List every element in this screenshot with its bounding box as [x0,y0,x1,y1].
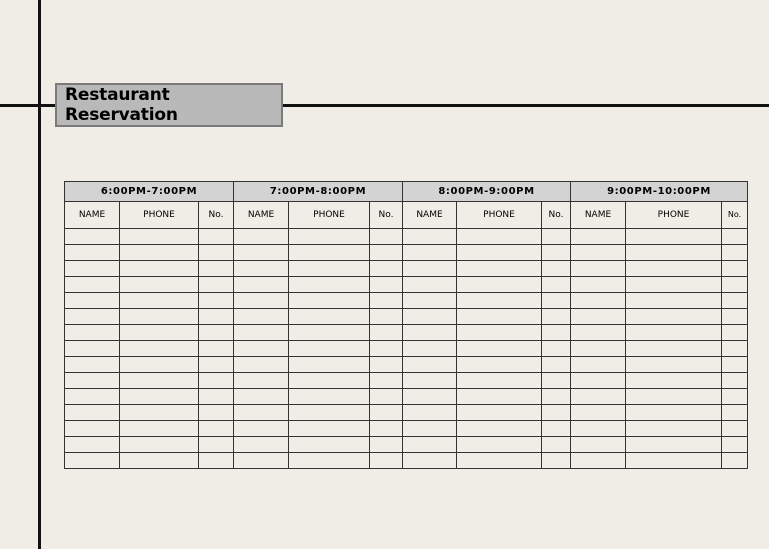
table-cell[interactable] [571,437,626,453]
table-cell[interactable] [65,389,120,405]
table-row [65,421,748,437]
table-cell[interactable] [199,293,234,309]
table-cell[interactable] [457,437,542,453]
table-cell[interactable] [626,245,722,261]
table-cell[interactable] [571,357,626,373]
table-row [65,373,748,389]
time-slot-header: 7:00PM-8:00PM [234,182,403,202]
table-cell[interactable] [289,309,370,325]
table-cell[interactable] [370,341,403,357]
table-cell[interactable] [65,357,120,373]
column-header-phone: PHONE [457,202,542,229]
table-cell[interactable] [722,437,748,453]
table-cell[interactable] [571,309,626,325]
table-cell[interactable] [199,261,234,277]
table-cell[interactable] [120,261,199,277]
column-header-phone: PHONE [289,202,370,229]
table-cell[interactable] [370,277,403,293]
column-header-phone: PHONE [626,202,722,229]
table-row [65,277,748,293]
table-cell[interactable] [457,261,542,277]
table-cell[interactable] [403,229,457,245]
table-cell[interactable] [120,341,199,357]
table-cell[interactable] [542,389,571,405]
table-cell[interactable] [457,325,542,341]
table-cell[interactable] [457,277,542,293]
table-cell[interactable] [289,245,370,261]
table-cell[interactable] [120,229,199,245]
table-cell[interactable] [199,245,234,261]
table-cell[interactable] [199,229,234,245]
table-cell[interactable] [370,373,403,389]
table-row [65,293,748,309]
table-cell[interactable] [370,261,403,277]
table-cell[interactable] [65,245,120,261]
table-cell[interactable] [457,309,542,325]
table-cell[interactable] [722,421,748,437]
table-cell[interactable] [234,357,289,373]
table-row [65,229,748,245]
table-cell[interactable] [722,261,748,277]
table-cell[interactable] [370,325,403,341]
table-row [65,437,748,453]
table-cell[interactable] [199,389,234,405]
table-cell[interactable] [65,405,120,421]
table-cell[interactable] [234,325,289,341]
table-cell[interactable] [65,373,120,389]
table-cell[interactable] [722,453,748,469]
table-cell[interactable] [234,389,289,405]
column-header-number: No. [199,202,234,229]
table-cell[interactable] [457,293,542,309]
table-cell[interactable] [120,389,199,405]
table-cell[interactable] [457,405,542,421]
table-cell[interactable] [542,325,571,341]
table-cell[interactable] [626,309,722,325]
table-cell[interactable] [403,421,457,437]
column-header-number: No. [542,202,571,229]
table-cell[interactable] [542,229,571,245]
table-cell[interactable] [626,261,722,277]
table-cell[interactable] [199,421,234,437]
table-cell[interactable] [65,437,120,453]
table-cell[interactable] [542,261,571,277]
table-cell[interactable] [289,277,370,293]
table-cell[interactable] [403,373,457,389]
table-cell[interactable] [120,293,199,309]
table-cell[interactable] [571,389,626,405]
table-cell[interactable] [403,261,457,277]
table-cell[interactable] [722,309,748,325]
table-cell[interactable] [571,405,626,421]
table-cell[interactable] [234,405,289,421]
table-cell[interactable] [457,389,542,405]
table-cell[interactable] [120,309,199,325]
table-cell[interactable] [626,293,722,309]
table-cell[interactable] [65,229,120,245]
table-cell[interactable] [722,245,748,261]
table-cell[interactable] [234,277,289,293]
table-cell[interactable] [403,437,457,453]
table-cell[interactable] [199,405,234,421]
table-cell[interactable] [199,325,234,341]
table-cell[interactable] [403,325,457,341]
table-cell[interactable] [65,309,120,325]
table-cell[interactable] [120,277,199,293]
table-cell[interactable] [65,453,120,469]
table-row [65,389,748,405]
table-cell[interactable] [289,453,370,469]
table-cell[interactable] [120,373,199,389]
table-cell[interactable] [289,357,370,373]
column-header-number: No. [370,202,403,229]
table-cell[interactable] [722,341,748,357]
table-cell[interactable] [722,325,748,341]
table-cell[interactable] [65,325,120,341]
table-cell[interactable] [542,245,571,261]
reservation-table [64,181,748,469]
table-cell[interactable] [403,453,457,469]
reservation-rows [65,229,748,469]
table-cell[interactable] [289,405,370,421]
table-cell[interactable] [199,341,234,357]
table-cell[interactable] [626,405,722,421]
table-cell[interactable] [457,357,542,373]
table-cell[interactable] [289,341,370,357]
table-cell[interactable] [234,261,289,277]
table-row [65,309,748,325]
table-cell[interactable] [199,309,234,325]
table-cell[interactable] [403,309,457,325]
table-cell[interactable] [234,293,289,309]
table-cell[interactable] [571,373,626,389]
page-title: Restaurant Reservation [65,85,178,125]
table-cell[interactable] [542,293,571,309]
table-cell[interactable] [65,261,120,277]
table-row [65,341,748,357]
table-cell[interactable] [234,309,289,325]
table-cell[interactable] [626,453,722,469]
table-cell[interactable] [403,357,457,373]
table-row [65,325,748,341]
table-cell[interactable] [234,373,289,389]
table-cell[interactable] [571,293,626,309]
table-cell[interactable] [65,293,120,309]
time-slot-header-row [65,182,748,202]
table-cell[interactable] [234,245,289,261]
column-header-name: NAME [65,202,120,229]
column-header-name: NAME [234,202,289,229]
table-cell[interactable] [403,405,457,421]
table-row [65,405,748,421]
table-cell[interactable] [234,421,289,437]
table-cell[interactable] [289,373,370,389]
table-cell[interactable] [370,229,403,245]
table-cell[interactable] [289,325,370,341]
table-cell[interactable] [722,389,748,405]
column-header-number: No. [722,202,748,229]
table-cell[interactable] [120,357,199,373]
table-cell[interactable] [65,421,120,437]
table-cell[interactable] [626,389,722,405]
table-cell[interactable] [542,405,571,421]
vertical-rule [38,0,41,549]
table-cell[interactable] [289,389,370,405]
table-cell[interactable] [234,229,289,245]
table-cell[interactable] [626,325,722,341]
table-cell[interactable] [542,421,571,437]
table-cell[interactable] [626,421,722,437]
table-cell[interactable] [199,437,234,453]
table-cell[interactable] [457,341,542,357]
column-header-name: NAME [403,202,457,229]
table-cell[interactable] [571,325,626,341]
table-cell[interactable] [542,453,571,469]
table-cell[interactable] [571,245,626,261]
table-cell[interactable] [722,357,748,373]
table-cell[interactable] [370,405,403,421]
table-cell[interactable] [289,261,370,277]
table-cell[interactable] [65,277,120,293]
table-cell[interactable] [722,229,748,245]
table-cell[interactable] [403,277,457,293]
table-cell[interactable] [120,325,199,341]
table-cell[interactable] [120,405,199,421]
table-cell[interactable] [571,341,626,357]
table-cell[interactable] [457,373,542,389]
table-cell[interactable] [289,293,370,309]
column-header-row [65,202,748,229]
table-cell[interactable] [626,373,722,389]
table-cell[interactable] [542,277,571,293]
table-cell[interactable] [370,389,403,405]
table-cell[interactable] [234,437,289,453]
table-cell[interactable] [626,437,722,453]
table-cell[interactable] [722,277,748,293]
table-cell[interactable] [120,453,199,469]
table-cell[interactable] [542,341,571,357]
time-slot-header: 6:00PM-7:00PM [65,182,234,202]
table-cell[interactable] [199,277,234,293]
table-cell[interactable] [370,245,403,261]
table-cell[interactable] [234,453,289,469]
table-cell[interactable] [120,437,199,453]
time-slot-header: 8:00PM-9:00PM [403,182,571,202]
table-cell[interactable] [403,245,457,261]
table-cell[interactable] [571,421,626,437]
table-cell[interactable] [403,389,457,405]
table-cell[interactable] [370,309,403,325]
table-cell[interactable] [120,421,199,437]
title-box [55,83,283,127]
table-cell[interactable] [722,405,748,421]
table-cell[interactable] [370,293,403,309]
table-cell[interactable] [199,357,234,373]
table-cell[interactable] [571,453,626,469]
table-cell[interactable] [542,373,571,389]
table-cell[interactable] [289,421,370,437]
table-cell[interactable] [120,245,199,261]
table-cell[interactable] [234,341,289,357]
table-row [65,357,748,373]
table-cell[interactable] [370,453,403,469]
table-cell[interactable] [370,437,403,453]
table-cell[interactable] [370,357,403,373]
table-cell[interactable] [722,373,748,389]
table-cell[interactable] [403,341,457,357]
table-cell[interactable] [571,229,626,245]
table-cell[interactable] [457,421,542,437]
table-cell[interactable] [571,261,626,277]
table-cell[interactable] [626,341,722,357]
column-header-name: NAME [571,202,626,229]
table-cell[interactable] [199,373,234,389]
table-cell[interactable] [199,453,234,469]
time-slot-header: 9:00PM-10:00PM [571,182,748,202]
table-cell[interactable] [457,453,542,469]
table-cell[interactable] [626,229,722,245]
table-row [65,453,748,469]
table-cell[interactable] [542,309,571,325]
column-header-phone: PHONE [120,202,199,229]
table-cell[interactable] [626,277,722,293]
table-cell[interactable] [722,293,748,309]
table-cell[interactable] [542,357,571,373]
table-cell[interactable] [289,437,370,453]
table-cell[interactable] [626,357,722,373]
table-cell[interactable] [370,421,403,437]
table-cell[interactable] [457,245,542,261]
table-cell[interactable] [403,293,457,309]
table-cell[interactable] [457,229,542,245]
table-cell[interactable] [542,437,571,453]
table-row [65,261,748,277]
table-cell[interactable] [289,229,370,245]
table-cell[interactable] [65,341,120,357]
table-cell[interactable] [571,277,626,293]
table-row [65,245,748,261]
